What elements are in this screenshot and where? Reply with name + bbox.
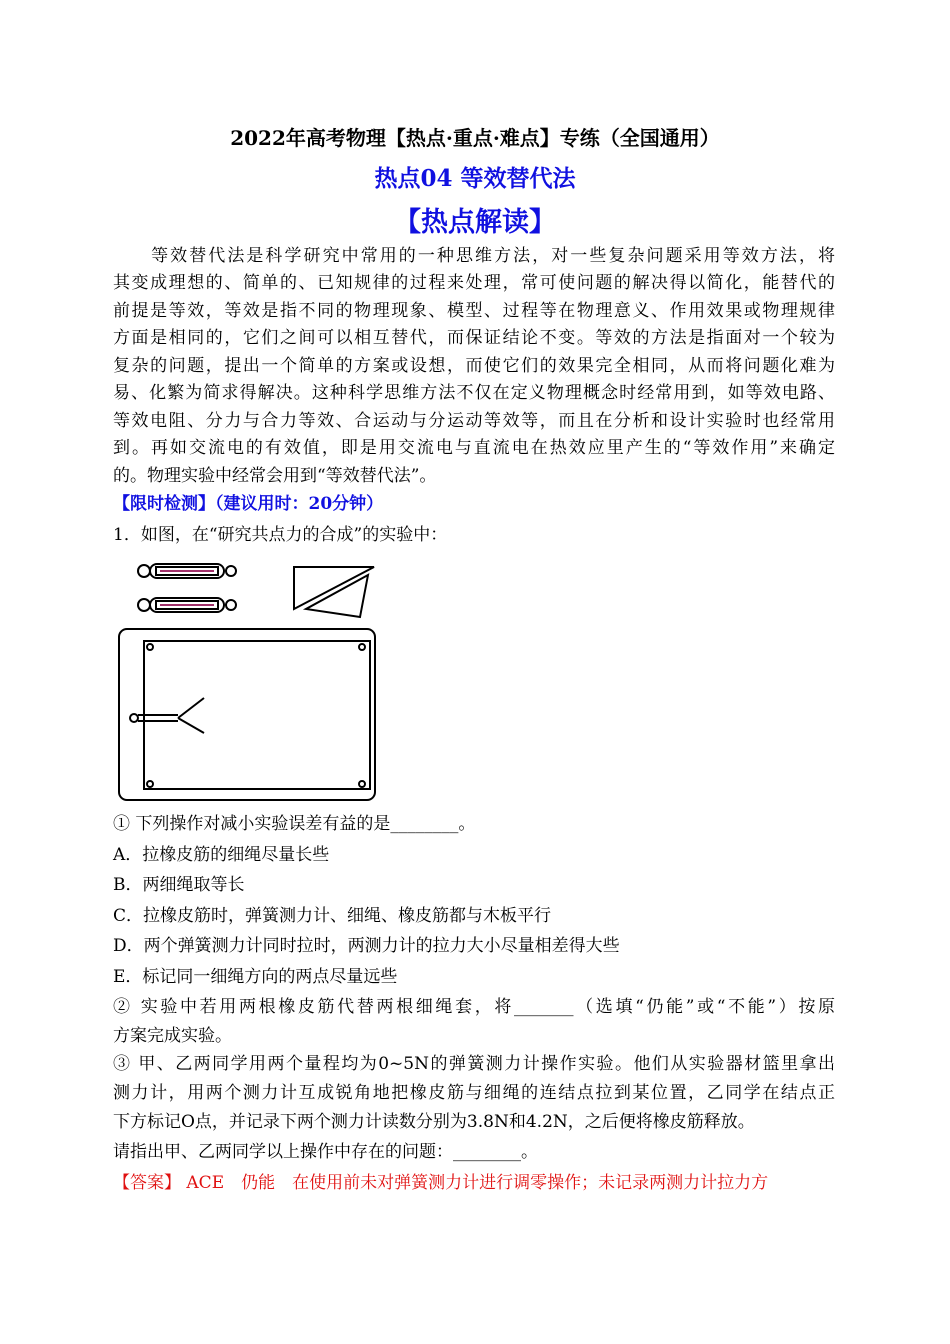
- intro-line: 的。物理实验中经常会用到“等效替代法”。: [113, 466, 437, 486]
- option-e: E．标记同一细绳方向的两点尽量远些: [113, 967, 398, 987]
- question-part-3: ③ 甲、乙两同学用两个量程均为0~5N的弹簧测力计操作实验。他们从实验器材篮里拿出: [113, 1054, 835, 1074]
- option-b: B．两细绳取等长: [113, 875, 245, 895]
- question-part-2: 方案完成实验。: [113, 1026, 232, 1046]
- intro-line: 复杂的问题，提出一个简单的方案或设想，而使它们的效果完全相同，从而将问题化难为: [113, 356, 835, 376]
- question-part-3: 测力计，用两个测力计互成锐角地把橡皮筋与细绳的连结点拉到某位置，乙同学在结点正: [113, 1083, 835, 1103]
- question-part-3: 请指出甲、乙两同学以上操作中存在的问题：________。: [113, 1142, 538, 1162]
- test-header: 【限时检测】（建议用时：20分钟）: [113, 494, 384, 514]
- doc-subtitle: 热点04 等效替代法: [374, 165, 576, 192]
- option-c: C．拉橡皮筋时，弹簧测力计、细绳、橡皮筋都与木板平行: [113, 906, 552, 926]
- option-d: D．两个弹簧测力计同时拉时，两测力计的拉力大小尽量相差得大些: [113, 936, 620, 956]
- intro-line: 到。再如交流电的有效值，即是用交流电与直流电在热效应里产生的“等效作用”来确定: [113, 438, 835, 458]
- section-heading: 【热点解读】: [394, 207, 556, 238]
- answer-text: 【答案】 ACE 仍能 在使用前未对弹簧测力计进行调零操作；未记录两测力计拉力方: [113, 1173, 769, 1193]
- triangle-ruler-icon: [294, 567, 374, 617]
- intro-line: 易、化繁为简求得解决。这种科学思维方法不仅在定义物理概念时经常用到，如等效电路、: [113, 383, 835, 403]
- experiment-figure: [110, 555, 390, 805]
- intro-line: 等效电阻、分力与合力等效、合运动与分运动等效等，而且在分析和设计实验时也经常用: [113, 411, 835, 431]
- intro-line: 其变成理想的、简单的、已知规律的过程来处理，常可使问题的解决得以简化，能替代的: [113, 273, 835, 293]
- spring-scale-icon: [138, 564, 236, 578]
- doc-title: 2022年高考物理【热点·重点·难点】专练（全国通用）: [230, 126, 720, 150]
- intro-line: 方面是相同的，它们之间可以相互替代，而保证结论不变。等效的方法是指面对一个较为: [113, 328, 835, 348]
- question-part-3: 下方标记O点，并记录下两个测力计读数分别为3.8N和4.2N，之后便将橡皮筋释放。: [113, 1112, 755, 1132]
- option-a: A．拉橡皮筋的细绳尽量长些: [113, 845, 330, 865]
- intro-line: 前提是等效，等效是指不同的物理现象、模型、过程等在物理意义、作用效果或物理规律: [113, 301, 835, 321]
- question-part-1: ① 下列操作对减小实验误差有益的是________。: [113, 814, 476, 834]
- spring-scale-icon: [138, 598, 236, 612]
- intro-line: 等效替代法是科学研究中常用的一种思维方法，对一些复杂问题采用等效方法，将: [113, 246, 835, 266]
- question-stem: 1．如图，在“研究共点力的合成”的实验中：: [113, 525, 448, 545]
- drawing-board-icon: [119, 629, 375, 800]
- question-part-2: ② 实验中若用两根橡皮筋代替两根细绳套，将_______（选填“仍能”或“不能”）按原: [113, 997, 835, 1017]
